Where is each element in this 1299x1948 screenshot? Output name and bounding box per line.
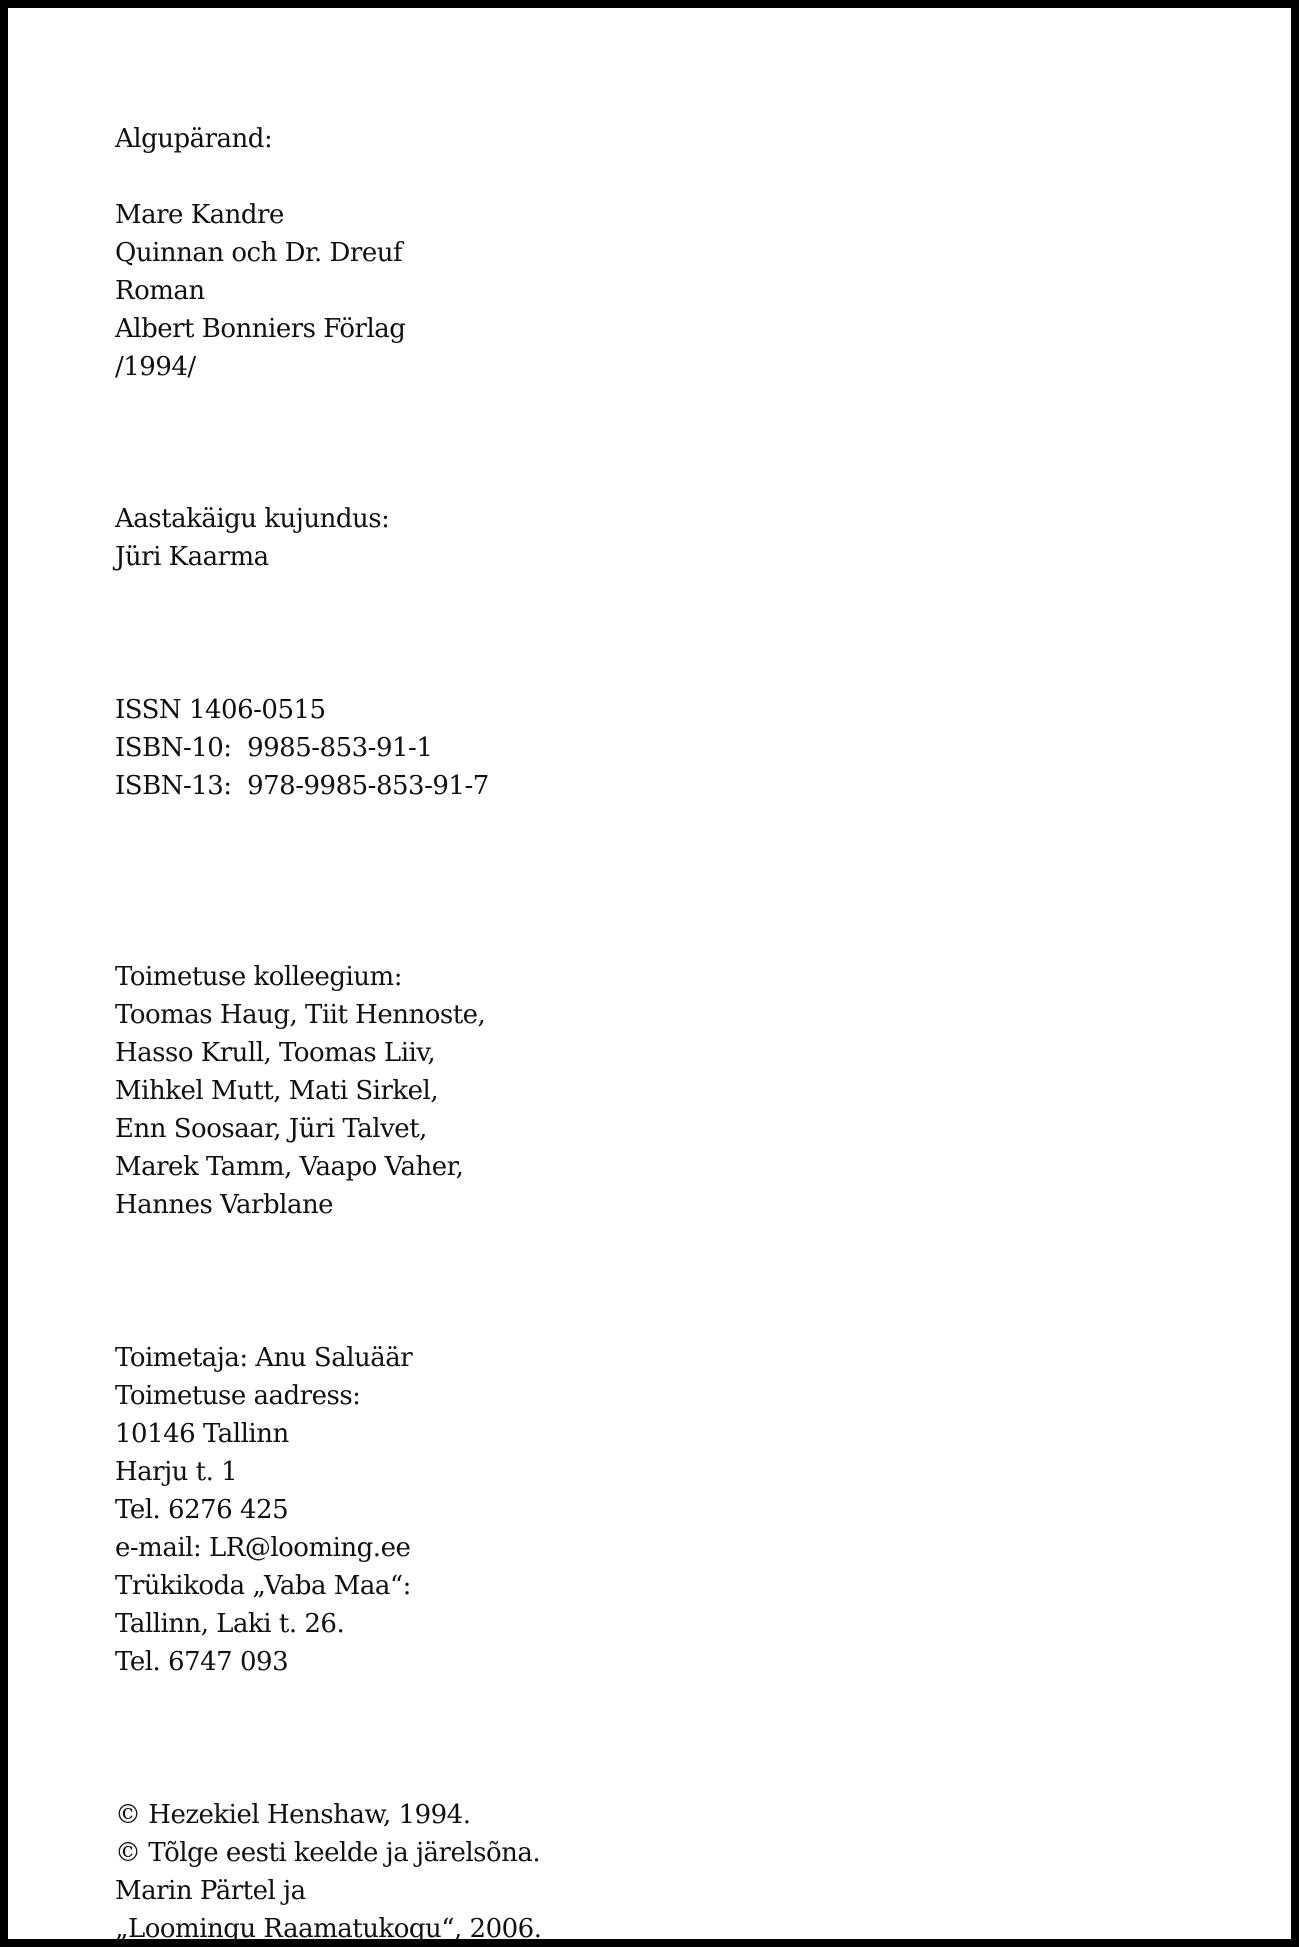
printer-phone: Tel. 6747 093 [115,1647,289,1677]
editorial-board-block [115,958,1215,1224]
original-heading: Algupärand: [115,124,273,154]
designer-name: Jüri Kaarma [115,542,269,572]
isbn10-line: ISBN-10: 9985-853-91-1 [115,733,433,763]
original-year: /1994/ [115,352,196,382]
copyright-line: Marin Pärtel ja [115,1876,306,1906]
editorial-board-line: Enn Soosaar, Jüri Talvet, [115,1114,427,1144]
editorial-board-line: Mihkel Mutt, Mati Sirkel, [115,1076,439,1106]
imprint-page [115,120,1215,1948]
copyright-line: „Loomingu Raamatukogu“, 2006. [115,1914,542,1944]
original-title: Quinnan och Dr. Dreuf [115,238,403,268]
copyright-line: © Hezekiel Henshaw, 1994. [115,1800,471,1830]
copyright-line: © Tõlge eesti keelde ja järelsõna. [115,1838,541,1868]
original-genre: Roman [115,276,205,306]
editor-contact-block [115,1339,1215,1681]
address-postcode: 10146 Tallinn [115,1419,289,1449]
printer-address: Tallinn, Laki t. 26. [115,1609,345,1639]
design-block [115,500,1215,576]
editorial-board-line: Marek Tamm, Vaapo Vaher, [115,1152,464,1182]
identifiers-block [115,691,1215,805]
copyright-block [115,1796,1215,1948]
office-phone: Tel. 6276 425 [115,1495,289,1525]
address-heading: Toimetuse aadress: [115,1381,361,1411]
editorial-board-line: Hasso Krull, Toomas Liiv, [115,1038,436,1068]
original-author: Mare Kandre [115,200,284,230]
original-title-block [115,120,1215,386]
original-publisher: Albert Bonniers Förlag [115,314,406,344]
printer-line: Trükikoda „Vaba Maa“: [115,1571,411,1601]
editor-line: Toimetaja: Anu Saluäär [115,1343,413,1373]
address-street: Harju t. 1 [115,1457,238,1487]
editorial-board-line: Toomas Haug, Tiit Hennoste, [115,1000,486,1030]
email-line: e-mail: LR@looming.ee [115,1533,411,1563]
issn-line: ISSN 1406-0515 [115,695,326,725]
editorial-board-heading: Toimetuse kolleegium: [115,962,402,992]
isbn13-line: ISBN-13: 978-9985-853-91-7 [115,771,489,801]
design-heading: Aastakäigu kujundus: [115,504,390,534]
editorial-board-line: Hannes Varblane [115,1190,334,1220]
